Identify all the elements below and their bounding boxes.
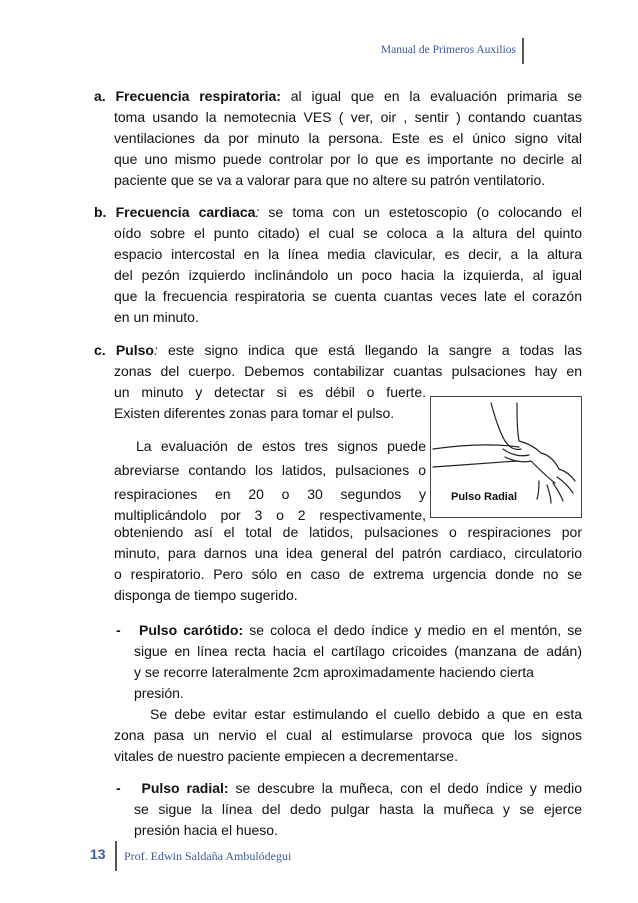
section-b-colon: : xyxy=(255,204,260,220)
carotid-note-line: zona pasa un nervio el cual al estimularse provoca que los signos xyxy=(114,727,582,743)
radial-line: presión hacia el hueso. xyxy=(134,822,278,838)
evaluation-line: o respiratorio. Pero sólo en caso de extrema urgencia donde no se xyxy=(114,566,582,582)
section-c-short-block xyxy=(114,382,426,424)
section-b-line: en un minuto. xyxy=(114,309,199,325)
section-a-line: que uno mismo puede controlar por lo que es importante no decirle al xyxy=(114,151,582,167)
section-respiratory-rate xyxy=(94,86,582,191)
footer-author: Prof. Edwin Saldaña Ambulódegui xyxy=(124,849,292,863)
carotid-note-line: Se debe evitar estar estimulando el cuello debido a que en esta xyxy=(150,706,582,722)
section-c-line: un minuto y detectar si es débil o fuerte. xyxy=(114,384,426,400)
section-a-marker: a. xyxy=(94,88,106,104)
evaluation-narrow-block xyxy=(114,436,426,526)
carotid-line: se coloca el dedo índice y medio en el mentón, se xyxy=(249,622,583,638)
section-c-colon: : xyxy=(153,342,158,358)
radial-heading: Pulso radial: xyxy=(141,780,229,796)
section-a-line: toma usando la nemotecnia VES ( ver, oir , sentir ) contando cuantas xyxy=(114,109,582,125)
evaluation-line: obteniendo así el total de latidos, pulsaciones o respiraciones por xyxy=(114,524,582,540)
section-b-line: se toma con un estetoscopio (o colocando el xyxy=(268,204,583,220)
section-b-heading: Frecuencia cardiaca xyxy=(115,204,256,220)
page-number: 13 xyxy=(90,846,106,862)
section-c-heading: Pulso xyxy=(115,342,154,358)
section-b-marker: b. xyxy=(94,204,107,220)
section-c-line: zonas del cuerpo. Debemos contabilizar cuantas pulsaciones hay en xyxy=(114,363,582,379)
evaluation-line: disponga de tiempo sugerido. xyxy=(114,587,298,603)
carotid-bullet: - xyxy=(116,622,121,638)
section-c-line: este signo indica que está llegando la sangre a todas las xyxy=(167,342,583,358)
evaluation-wide-block xyxy=(114,522,582,606)
section-b-line: oído sobre el punto citado) el cual se coloca a la altura del quinto xyxy=(114,225,582,241)
evaluation-line: abreviarse contando los latidos, pulsaciones o xyxy=(114,462,426,478)
section-c-marker: c. xyxy=(94,342,106,358)
section-heart-rate xyxy=(94,202,582,328)
evaluation-line: respiraciones en 20 o 30 segundos y xyxy=(114,486,426,502)
section-b-line: que la frecuencia respiratoria se cuenta cuantas veces late el corazón xyxy=(114,288,582,304)
carotid-heading: Pulso carótido: xyxy=(139,622,244,638)
radial-pulse-illustration xyxy=(430,396,582,518)
header-divider xyxy=(522,38,524,64)
evaluation-line: minuto, para darnos una idea general del patrón cardiaco, circulatorio xyxy=(114,545,582,561)
carotid-note-line: vitales de nuestro paciente empiecen a decrementarse. xyxy=(114,748,458,764)
radial-line: se sigue la línea del dedo pulgar hasta la muñeca y se ejerce xyxy=(134,801,582,817)
carotid-note xyxy=(114,704,582,767)
footer-divider xyxy=(115,841,117,871)
radial-pulse-item xyxy=(116,778,582,841)
header-title: Manual de Primeros Auxilios xyxy=(380,44,516,56)
carotid-pulse-item xyxy=(116,620,582,704)
section-b-line: espacio intercostal en la línea media clavicular, es decir, a la altura xyxy=(114,246,582,262)
section-a-heading: Frecuencia respiratoria: xyxy=(115,88,281,104)
section-b-line: del pezón izquierdo inclinándolo un poco hacia la izquierda, al igual xyxy=(114,267,582,283)
carotid-line: y se recorre lateralmente 2cm aproximadamente haciendo cierta xyxy=(134,664,534,680)
carotid-line: sigue en línea recta hacia el cartílago cricoides (manzana de adán) xyxy=(134,643,582,659)
section-a-line: ventilaciones da por minuto la persona. Este es el único signo vital xyxy=(114,130,582,146)
section-pulse xyxy=(94,340,582,382)
section-c-line: Existen diferentes zonas para tomar el pulso. xyxy=(114,405,395,421)
radial-bullet: - xyxy=(116,780,121,796)
evaluation-line: multiplicándolo por 3 o 2 respectivamente, xyxy=(114,507,426,523)
radial-line: se descubre la muñeca, con el dedo índice y medio xyxy=(235,780,582,796)
evaluation-line: La evaluación de estos tres signos puede xyxy=(136,438,426,454)
hands-drawing xyxy=(431,397,581,517)
figure-caption: Pulso Radial xyxy=(451,491,518,503)
carotid-line: presión. xyxy=(134,685,184,701)
section-a-line: paciente que se va a valorar para que no altere su patrón ventilatorio. xyxy=(114,172,546,188)
section-a-line: al igual que en la evaluación primaria se xyxy=(290,88,583,104)
